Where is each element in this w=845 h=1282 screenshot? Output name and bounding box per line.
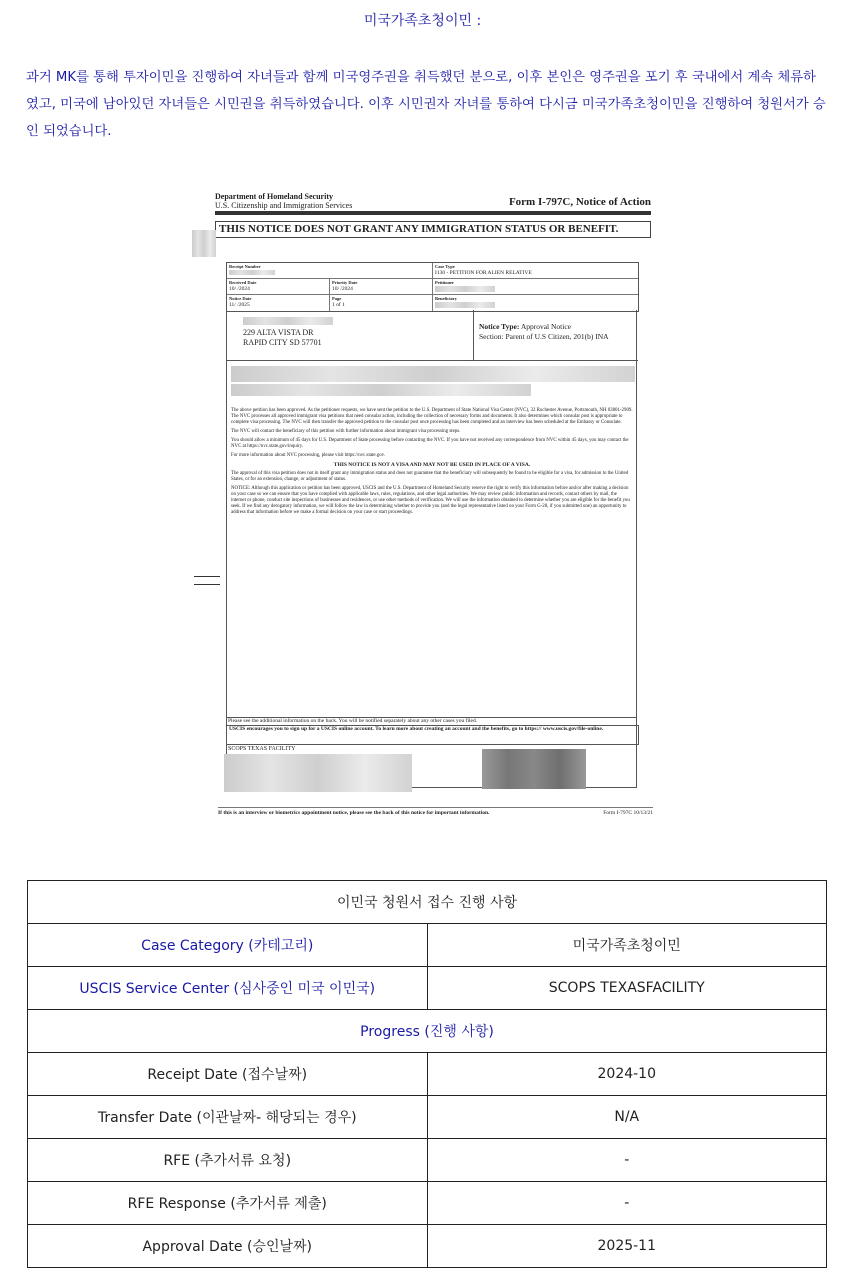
form-title: Form I-797C, Notice of Action: [508, 196, 651, 208]
notice-footer-note: Please see the additional information on the back. You will be notified separately about any other cases you filed.: [226, 717, 637, 725]
priority-date-label: Priority Date: [332, 280, 358, 285]
address-line1: 229 ALTA VISTA DR: [243, 328, 314, 337]
rfe-response-value: -: [427, 1182, 827, 1225]
service-center-label: USCIS Service Center (심사중인 미국 이민국): [28, 967, 428, 1010]
notice-paragraph: The NVC will contact the beneficiary of this petition with further information about immigrant visa processing steps.: [231, 429, 461, 434]
page-number: 1 of 1: [332, 302, 345, 308]
redacted-receipt: [229, 270, 275, 275]
received-date-label: Received Date: [229, 280, 257, 285]
page-label: Page: [332, 296, 342, 301]
interview-note: [218, 807, 653, 816]
priority-date: 10/ /2024: [332, 286, 353, 292]
margin-mark: [194, 576, 220, 577]
redacted-name: [243, 317, 333, 325]
redacted-block: [192, 230, 216, 257]
table-heading: 이민국 청원서 접수 진행 사항: [28, 881, 827, 924]
case-info-grid: [226, 262, 639, 312]
notice-date-cell: [227, 295, 330, 311]
table-row: [28, 1096, 827, 1139]
margin-mark: [194, 584, 220, 585]
notice-date: 11/ /2025: [229, 302, 250, 308]
address-line2: RAPID CITY SD 57701: [243, 338, 322, 347]
table-row: [28, 1053, 827, 1096]
approval-notice-image: [190, 188, 663, 824]
interview-note-text: If this is an interview or biometrics appointment notice, please see the back of this notice for important information.: [218, 810, 490, 816]
notice-type-label: Notice Type:: [479, 322, 520, 331]
table-row: [28, 1139, 827, 1182]
receipt-number-cell: [227, 263, 433, 279]
received-date: 10/ /2024: [229, 286, 250, 292]
section: Parent of U.S Citizen, 201(b) INA: [505, 332, 609, 341]
agency-name: U.S. Citizenship and Immigration Services: [215, 201, 353, 210]
notice-department: [215, 192, 352, 210]
service-center-value: SCOPS TEXASFACILITY: [427, 967, 827, 1010]
notice-paragraph: You should allow a minimum of 45 days for U.S. Department of State processing before contacting the NVC. If you have not received any correspondence from NVC within 45 days, you may contact the NVC at https://nvc.state.gov/inquiry.: [231, 438, 629, 449]
notice-warning: THIS NOTICE DOES NOT GRANT ANY IMMIGRATION STATUS OR BENEFIT.: [215, 221, 651, 238]
case-category-label: Case Category (카테고리): [28, 924, 428, 967]
notice-text: [231, 408, 633, 519]
petitioner-label: Petitioner: [435, 280, 454, 285]
redacted-block: [224, 754, 412, 792]
facility-name: SCOPS TEXAS FACILITY: [228, 746, 296, 752]
beneficiary-cell: [433, 295, 638, 311]
header-rule: [215, 211, 651, 215]
petitioner-cell: [433, 279, 638, 295]
section-label: Section:: [479, 332, 504, 341]
priority-date-cell: [330, 279, 433, 295]
online-account-note: USCIS encourages you to sign up for a USCIS online account. To learn more about creating an account and the benefits, go to https:// www.uscis.gov/file-online.: [226, 725, 639, 745]
form-code: Form I-797C 10/13/21: [603, 810, 653, 816]
transfer-date-value: N/A: [427, 1096, 827, 1139]
notice-type-block: [479, 322, 609, 342]
redacted-beneficiary: [435, 302, 495, 308]
divider: [227, 360, 638, 361]
notice-type: Approval Notice: [520, 322, 572, 331]
approval-date-value: 2025-11: [427, 1225, 827, 1268]
receipt-date-label: Receipt Date (접수날짜): [28, 1053, 428, 1096]
notice-paragraph: The above petition has been approved. As the petitioner requests, we have sent the petition to the U.S. Department of State National Visa Center (NVC), 32 Rochester Avenue, Portsmouth, NH 03801-2909. The NVC processes all approved immigrant visa petitions that need consular action, including the collection of necessary forms and documents. It also determines which consular post is appropriate to complete visa processing. The NVC will then transfer the approved petition to the consular post once processing has been completed and an interview has been scheduled at the Embassy or Consulate.: [231, 408, 633, 425]
rfe-response-label: RFE Response (추가서류 제출): [28, 1182, 428, 1225]
case-type: I130 - PETITION FOR ALIEN RELATIVE: [435, 270, 532, 276]
approval-date-label: Approval Date (승인날짜): [28, 1225, 428, 1268]
redacted-paragraph: [231, 384, 531, 396]
mailing-address: [243, 328, 322, 348]
receipt-date-value: 2024-10: [427, 1053, 827, 1096]
receipt-number-label: Receipt Number: [229, 264, 261, 269]
table-row: [28, 1182, 827, 1225]
received-date-cell: [227, 279, 330, 295]
case-category-value: 미국가족초청이민: [427, 924, 827, 967]
table-row: [28, 1225, 827, 1268]
rfe-label: RFE (추가서류 요청): [28, 1139, 428, 1182]
case-type-cell: [433, 263, 638, 279]
transfer-date-label: Transfer Date (이관날짜- 해당되는 경우): [28, 1096, 428, 1139]
divider: [473, 310, 474, 360]
redacted-paragraph: [231, 366, 635, 382]
notice-paragraph: For more information about NVC processing, please visit https://nvc.state.gov.: [231, 453, 385, 458]
redacted-petitioner: [435, 286, 495, 292]
case-type-label: Case Type: [435, 264, 455, 269]
page-cell: [330, 295, 433, 311]
redacted-barcode: [482, 749, 586, 789]
dept-name: Department of Homeland Security: [215, 192, 333, 201]
visa-warning: THIS NOTICE IS NOT A VISA AND MAY NOT BE USED IN PLACE OF A VISA.: [333, 462, 531, 468]
notice-date-label: Notice Date: [229, 296, 252, 301]
notice-paragraph: NOTICE: Although this application or petition has been approved, USCIS and the U.S. Department of Homeland Security reserve the right to verify this information before and/or after making a decision on your case so we can ensure that you have complied with applicable laws, rules, regulations, and other legal authorities. We may review public information and records, contact others by mail, the internet or phone, conduct site inspections of businesses and residences, or use other methods of verification. We will use the information obtained to determine whether you are eligible for the benefit you seek. If we find any derogatory information, we will follow the law in determining whether to provide you (and the legal representative listed on your Form G-28, if you submitted one) an opportunity to address that information before we make a formal decision on your case or start proceedings.: [231, 486, 630, 515]
intro-paragraph: 과거 MK를 통해 투자이민을 진행하여 자녀들과 함께 미국영주권을 취득했던 분으로, 이후 본인은 영주권을 포기 후 국내에서 계속 체류하였고, 미국에 남아있던 자녀들은 시민권을 취득하였습니다. 이후 시민권자 자녀를 통하여 다시금 미국가족초청이민을 진행하여 청원서가 승인 되었습니다.: [26, 70, 826, 139]
petition-status-table: [27, 880, 827, 1268]
notice-paragraph: The approval of this visa petition does not in itself grant any immigration status and does not guarantee that the beneficiary will subsequently be found to be eligible for a visa, for admission to the United States, or for an extension, change, or adjustment of status.: [231, 471, 629, 482]
beneficiary-label: Beneficiary: [435, 296, 457, 301]
page-title: 미국가족초청이민 :: [363, 13, 482, 29]
progress-heading: Progress (진행 사항): [28, 1010, 827, 1053]
rfe-value: -: [427, 1139, 827, 1182]
